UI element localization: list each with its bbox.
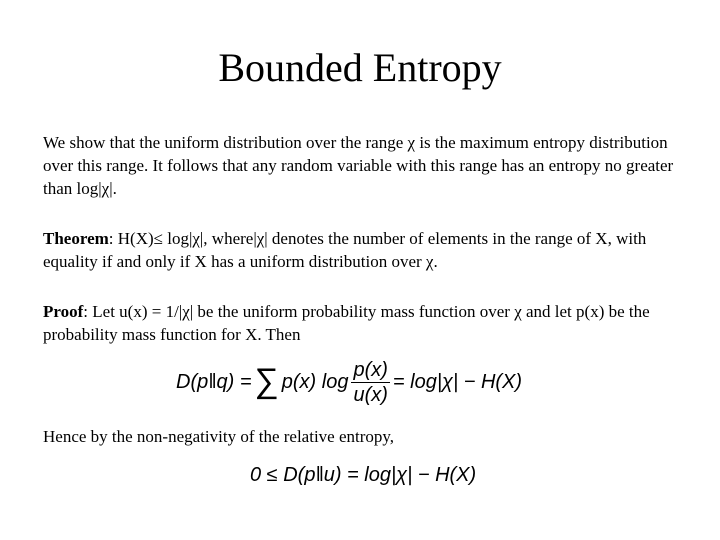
equation1-term: p(x) log [281, 370, 349, 393]
intro-paragraph: We show that the uniform distribution over the range χ is the maximum entropy distribution over this range. It follows that any random variable with this range has an entropy no greater than log|χ|. [43, 133, 674, 198]
equation1-fraction [351, 358, 389, 407]
equation2-text: 0 ≤ D(p‖u) = log|χ| − H(X) [250, 463, 477, 486]
slide-title: Bounded Entropy [218, 45, 502, 90]
theorem-paragraph [43, 227, 693, 273]
equation1-lhs: D(p‖q) = [176, 370, 252, 393]
theorem-text: : H(X)≤ log|χ|, where|χ| denotes the number of elements in the range of X, with equality if and only if X has a uniform distribution over χ. [43, 229, 647, 271]
summation-symbol: ∑ [254, 362, 279, 400]
proof-paragraph [43, 300, 693, 346]
proof-label: Proof [43, 302, 84, 321]
proof-text: : Let u(x) = 1/|χ| be the uniform probability mass function over χ and let p(x) be the probability mass function for X. Then [43, 302, 650, 344]
fraction-denominator: u(x) [353, 383, 388, 406]
bound-equation [250, 460, 476, 490]
relative-entropy-equation [176, 354, 522, 410]
equation1-rhs: = log|χ| − H(X) [392, 370, 523, 393]
theorem-label: Theorem [43, 229, 109, 248]
fraction-numerator: p(x) [353, 358, 388, 381]
conclusion-paragraph: Hence by the non-negativity of the relative entropy, [43, 427, 395, 446]
